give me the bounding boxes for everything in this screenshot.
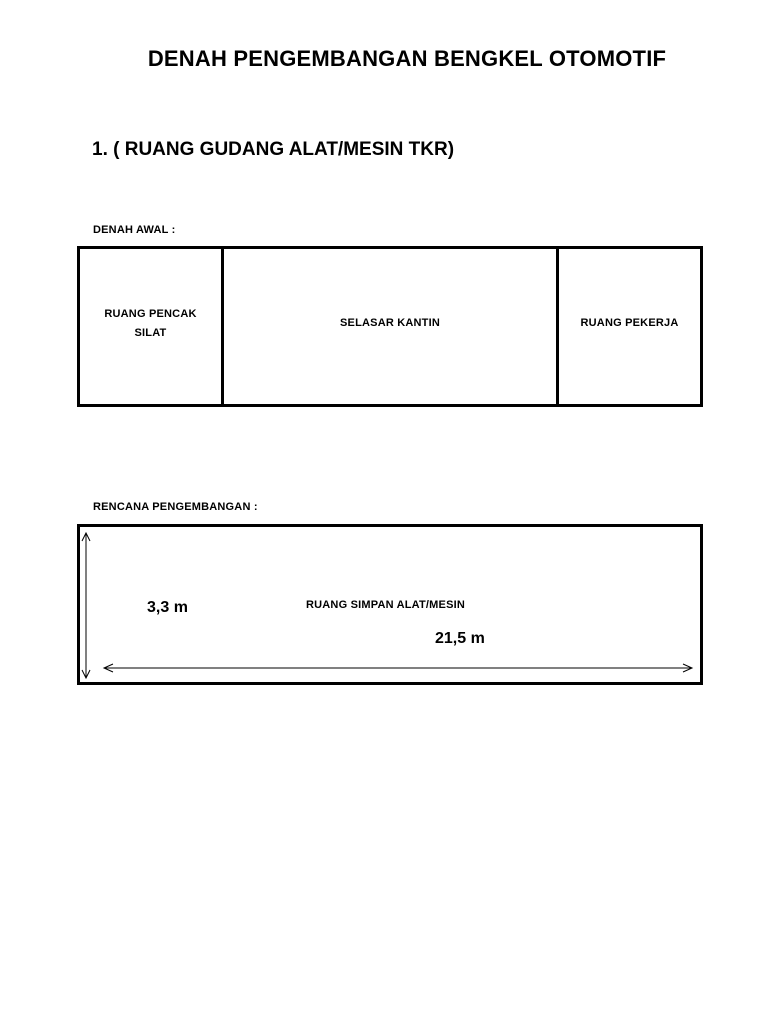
width-dimension-label: 21,5 m <box>435 630 485 647</box>
room-pekerja <box>559 249 700 404</box>
room-pencak-silat-label: RUANG PENCAK SILAT <box>104 307 197 339</box>
room-pencak-silat <box>80 249 224 404</box>
room-selasar-kantin-label: SELASAR KANTIN <box>340 317 440 329</box>
initial-plan-label: DENAH AWAL : <box>93 224 176 236</box>
initial-floor-plan <box>77 246 703 407</box>
room-selasar-kantin <box>224 249 559 404</box>
width-dimension-arrow <box>104 664 692 672</box>
height-dimension-arrow <box>82 533 90 678</box>
room-simpan-alat-mesin-label: RUANG SIMPAN ALAT/MESIN <box>306 599 466 611</box>
height-dimension-label: 3,3 m <box>147 599 188 616</box>
development-floor-plan <box>77 524 703 685</box>
development-plan-label: RENCANA PENGEMBANGAN : <box>93 501 258 513</box>
page-title: DENAH PENGEMBANGAN BENGKEL OTOMOTIF <box>147 46 667 71</box>
section-heading: 1. ( RUANG GUDANG ALAT/MESIN TKR) <box>92 139 455 160</box>
room-pekerja-label: RUANG PEKERJA <box>580 317 679 329</box>
